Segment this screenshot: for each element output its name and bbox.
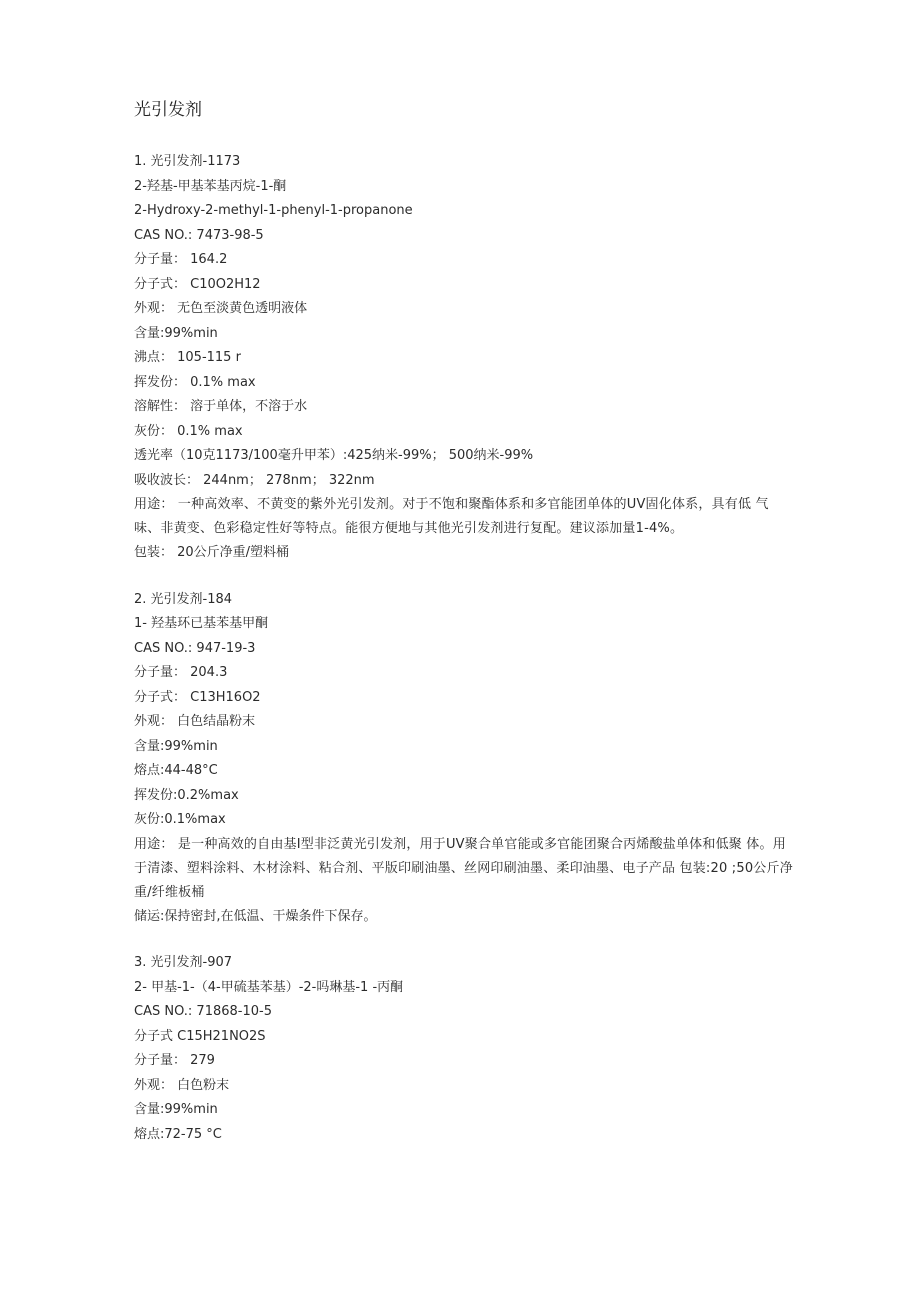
molecular-weight: 分子量： 279 (134, 1053, 215, 1068)
section-heading: 2. 光引发剂-184 (134, 591, 233, 607)
molecular-formula: 分子式： C10O2H12 (134, 276, 261, 292)
section-heading: 3. 光引发剂-907 (134, 955, 233, 970)
usage-paragraph: 用途： 一种高效率、不黄变的紫外光引发剂。对于不饱和聚酯体系和多官能团单体的UV固化体系，具有低 气味、非黄变、色彩稳定性好等特点。能很方便地与其他光引发剂进行复配。建议添加量1-4%。 (134, 497, 769, 536)
purity: 含量:99%min (134, 738, 218, 754)
volatile-content: 挥发份： 0.1% max (134, 374, 256, 390)
molecular-formula: 分子式： C13H16O2 (134, 689, 261, 705)
appearance: 外观： 白色结晶粉末 (134, 714, 256, 729)
transmittance: 透光率（10克1173/100毫升甲苯）:425纳米-99%； 500纳米-99% (134, 448, 534, 463)
english-name: 2-Hydroxy-2-methyl-1-phenyl-1-propanone (134, 203, 413, 218)
section-1173 (134, 150, 794, 566)
purity: 含量:99%min (134, 1102, 218, 1117)
molecular-weight: 分子量： 204.3 (134, 665, 228, 680)
purity: 含量:99%min (134, 325, 218, 341)
chinese-name: 2-羟基-甲基苯基丙烷-1-酮 (134, 178, 287, 194)
absorption-wavelength: 吸收波长： 244nm； 278nm； 322nm (134, 472, 375, 488)
solubility: 溶解性： 溶于单体，不溶于水 (134, 399, 308, 414)
appearance: 外观： 白色粉末 (134, 1077, 230, 1093)
section-184 (134, 588, 794, 930)
molecular-weight: 分子量： 164.2 (134, 252, 228, 267)
storage: 储运:保持密封,在低温、干燥条件下保存。 (134, 908, 377, 924)
melting-point: 熔点:44-48°C (134, 763, 218, 778)
appearance: 外观： 无色至淡黄色透明液体 (134, 301, 308, 316)
cas-number: CAS NO.: 947-19-3 (134, 640, 256, 656)
volatile-content: 挥发份:0.2%max (134, 787, 239, 803)
chinese-name: 2- 甲基-1-（4-甲硫基苯基）-2-吗琳基-1 -丙酮 (134, 979, 404, 995)
ash-content: 灰份:0.1%max (134, 812, 226, 827)
chinese-name: 1- 羟基环已基苯基甲酮 (134, 616, 269, 631)
packaging: 包装： 20公斤净重/塑料桶 (134, 545, 290, 560)
section-907 (134, 951, 794, 1147)
cas-number: CAS NO.: 71868-10-5 (134, 1004, 272, 1019)
melting-point: 熔点:72-75 °C (134, 1126, 222, 1142)
section-heading: 1. 光引发剂-1173 (134, 154, 241, 169)
cas-number: CAS NO.: 7473-98-5 (134, 227, 264, 243)
page-title: 光引发剂 (134, 100, 202, 120)
ash-content: 灰份： 0.1% max (134, 423, 243, 439)
molecular-formula: 分子式 C15H21NO2S (134, 1028, 266, 1044)
usage-paragraph: 用途： 是一种高效的自由基I型非泛黄光引发剂，用于UV聚合单官能或多官能团聚合丙烯酸盐单体和低聚 体。用于清漆、塑料涂料、木材涂料、粘合剂、平版印刷油墨、丝网印刷油墨、柔印油墨、电子产品 包装:20 ;50公斤净重/纤维板桶 (134, 836, 793, 900)
boiling-point: 沸点： 105-115 r (134, 350, 241, 365)
document-page (134, 96, 794, 1169)
